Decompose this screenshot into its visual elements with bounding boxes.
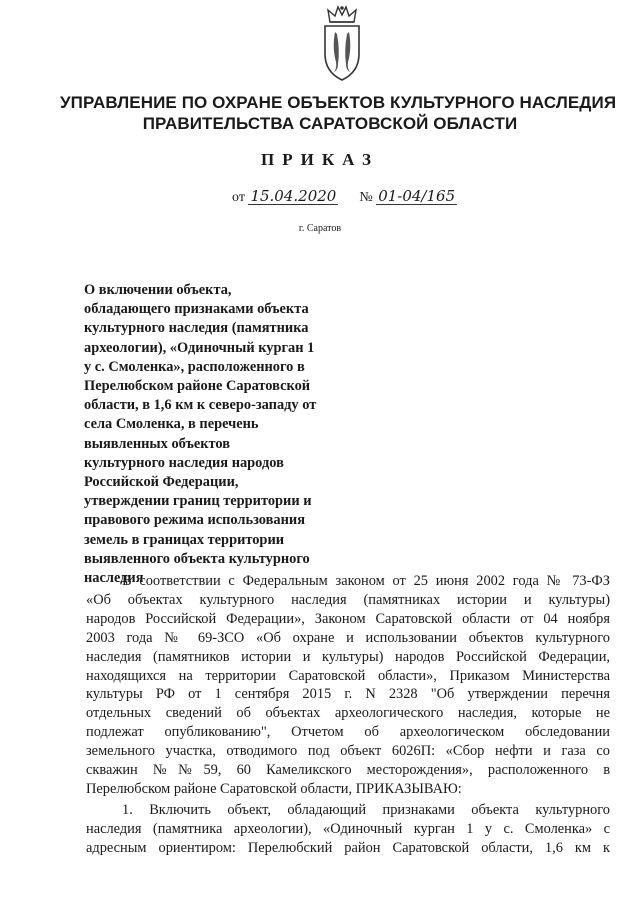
subject-line: утверждении границ территории и [84,493,312,510]
subject-line: села Смоленка, в перечень [84,416,259,433]
organization-title [60,92,617,134]
order-body [86,572,610,858]
order-number: 01-04/165 [378,187,456,205]
preamble-line: В соответствии с Федеральным законом от 25 июня 2002 года № 73-ФЗ [122,573,610,589]
preamble-line: 2003 года № 69-ЗСО «Об охране и использовании объектов культурного [86,629,610,646]
subject-line: области, в 1,6 км к северо-западу от [84,397,317,414]
point-1-line: наследия (памятника археологии), «Одиночный курган 1 у с. Смоленка» с [86,820,610,837]
preamble-line: Перелюбском районе Саратовской области, ПРИКАЗЫВАЮ: [86,780,462,797]
order-date: 15.04.2020 [250,187,337,205]
subject-line: культурного наследия (памятника [84,320,309,337]
number-prefix: № [359,190,373,205]
subject-line: правового режима использования [84,512,305,529]
city-label: г. Саратов [298,223,342,234]
preamble-line: наследия (памятников истории и культуры) народов Российской Федерации, [86,648,610,665]
organization-title-line-1: УПРАВЛЕНИЕ ПО ОХРАНЕ ОБЪЕКТОВ КУЛЬТУРНОГО НАСЛЕДИЯ [60,93,617,112]
subject-line: Перелюбском районе Саратовской [84,378,311,395]
organization-title-line-2: ПРАВИТЕЛЬСТВА САРАТОВСКОЙ ОБЛАСТИ [142,114,518,133]
preamble-line: подлежат опубликованию", Отчетом об археологическом обследовании [86,724,610,741]
document-type-heading: ПРИКАЗ [261,150,379,169]
subject-line: выявленных объектов [84,435,231,452]
subject-line: наследия [84,570,144,587]
subject-line: О включении объекта, [84,282,232,298]
date-prefix: от [232,190,245,205]
point-1-line: 1. Включить объект, обладающий признаками объекта культурного [122,801,610,818]
preamble-line: культуры РФ от 1 сентября 2015 г. N 2328 "Об утверждении перечня [86,686,610,703]
preamble-line: народов Российской Федерации», Законом Саратовской области от 04 ноября [86,610,610,627]
subject-line: археологии), «Одиночный курган 1 [84,339,315,356]
preamble-line: скважин №№59, 60 Камеликского месторождения», расположенного в [86,762,610,779]
subject-line: выявленного объекта культурного [84,550,310,567]
subject-line: земель в границах территории [84,531,285,548]
preamble-line: «Об объектах культурного наследия (памятниках истории и культуры) [86,591,610,608]
subject-line: у с. Смоленка», расположенного в [84,358,305,375]
preamble-line: находящихся на территории Саратовской области», Приказом Министерства [86,667,610,684]
point-1-line: адресным ориентиром: Перелюбский район Саратовской области, 1,6 км к [86,839,610,856]
subject-line: обладающего признаками объекта [84,301,309,318]
subject-line: культурного наследия народов [84,454,284,471]
subject-line: Российской Федерации, [84,474,239,491]
order-subject [84,281,344,588]
preamble-line: земельного участка, отводимого под объект 6026П: «Сбор нефти и газа со [86,743,610,760]
order-date-number-line [232,188,457,206]
saratov-coat-of-arms-icon [318,4,366,84]
preamble-line: отдельных сведений об объектах археологического наследия, которые не [86,705,610,722]
